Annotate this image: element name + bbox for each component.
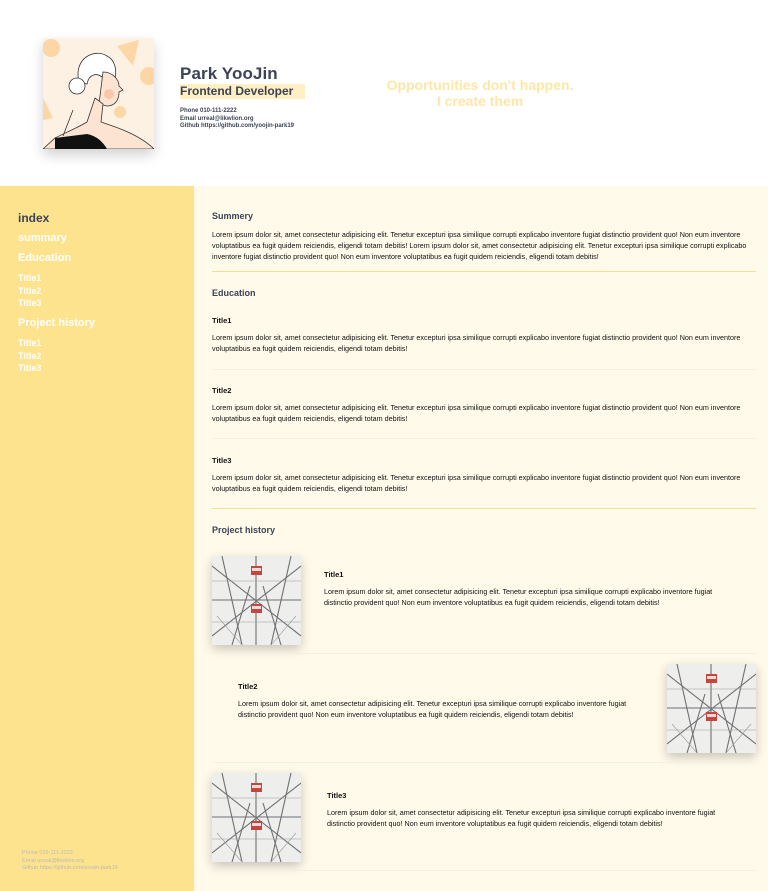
sidebar-index-heading: index: [18, 211, 50, 225]
sidebar-contact: [22, 850, 118, 873]
sidebar-link-project-history[interactable]: Project history: [18, 317, 96, 329]
profile-header: [0, 0, 768, 186]
sidebar-index: [0, 186, 194, 891]
sidebar-link-project-title3[interactable]: Title3: [18, 363, 42, 374]
education-item-title: Title2: [212, 386, 232, 395]
sidebar-link-education[interactable]: Education: [18, 252, 72, 264]
sidebar-link-education-title3[interactable]: Title3: [18, 298, 42, 309]
education-heading: Education: [212, 288, 256, 298]
sidebar-link-education-title1[interactable]: Title1: [18, 273, 42, 283]
section-divider: [212, 271, 756, 272]
sidebar-link-project-title1[interactable]: Title1: [18, 338, 42, 348]
project-item-text: Lorem ipsum dolor sit, amet consectetur adipisicing elit. Tenetur excepturi ipsa similique corrupti explicabo inventore fugiat distinctio provident quo! Non eum inventore voluptatibus ea fugit quidem reiciendis, eligendi totam debitis!: [327, 808, 716, 828]
sidebar-email[interactable]: Email urreal@likwlion.org: [22, 857, 85, 864]
project-item-text: Lorem ipsum dolor sit, amet consectetur adipisicing elit. Tenetur excepturi ipsa similique corrupti explicabo inventore fugiat distinctio provident quo! Non eum inventore voluptatibus ea fugit quidem reiciendis, eligendi totam debitis!: [238, 699, 627, 719]
sidebar-link-project-title2[interactable]: Title2: [18, 350, 42, 361]
motto-quote: [360, 77, 600, 109]
profile-name: Park YooJin: [180, 64, 278, 83]
ferris-wheel-image: [667, 664, 756, 753]
item-divider: [212, 369, 756, 370]
item-divider: [212, 762, 756, 763]
ferris-wheel-image: [212, 773, 301, 862]
motto-line-1: Opportunities don't happen.: [386, 77, 574, 93]
main-content: [194, 186, 768, 891]
sidebar-link-education-title2[interactable]: Title2: [18, 285, 42, 296]
profile-phone: Phone 010-111-2222: [180, 108, 237, 114]
education-item-text: Lorem ipsum dolor sit, amet consectetur adipisicing elit. Tenetur excepturi ipsa similique corrupti explicabo inventore fugiat distinctio provident quo! Non eum inventore voluptatibus ea fugit quidem reiciendis, eligendi totam debitis!: [212, 333, 741, 353]
item-divider: [212, 653, 756, 654]
education-item-text: Lorem ipsum dolor sit, amet consectetur adipisicing elit. Tenetur excepturi ipsa similique corrupti explicabo inventore fugiat distinctio provident quo! Non eum inventore voluptatibus ea fugit quidem reiciendis, eligendi totam debitis!: [212, 403, 741, 423]
education-item-title: Title1: [212, 316, 232, 325]
profile-contact: [180, 108, 294, 131]
sidebar-phone: Phone 010-111-2222: [22, 850, 73, 856]
sidebar-link-summary[interactable]: summary: [18, 232, 67, 244]
item-divider: [212, 870, 756, 871]
summary-text: Lorem ipsum dolor sit, amet consectetur adipisicing elit. Tenetur excepturi ipsa similique corrupti explicabo inventore fugiat distinctio provident quo! Non eum inventore voluptatibus ea fugit quidem reiciendis, eligendi totam debitis! Lorem ipsum dolor sit, amet consectetur adipisicing elit. Tenetur excepturi ipsa similique corrupti explicabo inventore fugiat distinctio provident quo! Non eum inventore voluptatibus ea fugit quidem reiciendis, eligendi totam debitis!: [212, 230, 747, 261]
education-item-text: Lorem ipsum dolor sit, amet consectetur adipisicing elit. Tenetur excepturi ipsa similique corrupti explicabo inventore fugiat distinctio provident quo! Non eum inventore voluptatibus ea fugit quidem reiciendis, eligendi totam debitis!: [212, 473, 741, 493]
motto-line-2: I create them: [436, 93, 524, 109]
profile-portrait-image: [43, 38, 154, 149]
project-item-title: Title3: [327, 791, 347, 800]
ferris-wheel-image: [212, 556, 301, 645]
profile-role: Frontend Developer: [180, 84, 305, 99]
section-divider: [212, 508, 756, 509]
project-item-title: Title1: [324, 570, 344, 579]
project-item-title: Title2: [238, 682, 258, 691]
project-history-heading: Project history: [212, 525, 276, 535]
profile-email[interactable]: Email urreal@likwlion.org: [180, 115, 254, 122]
profile-github[interactable]: Github https://github.com/yoojin-park19: [180, 123, 294, 130]
project-item-text: Lorem ipsum dolor sit, amet consectetur adipisicing elit. Tenetur excepturi ipsa similique corrupti explicabo inventore fugiat distinctio provident quo! Non eum inventore voluptatibus ea fugit quidem reiciendis, eligendi totam debitis!: [324, 587, 713, 607]
sidebar-github[interactable]: Github https://github.com/yoojin-park19: [22, 865, 118, 871]
sidebar-education-list: [18, 272, 41, 310]
summary-heading: Summery: [212, 211, 254, 221]
education-item-title: Title3: [212, 456, 232, 465]
sidebar-project-list: [18, 337, 41, 375]
item-divider: [212, 438, 756, 439]
